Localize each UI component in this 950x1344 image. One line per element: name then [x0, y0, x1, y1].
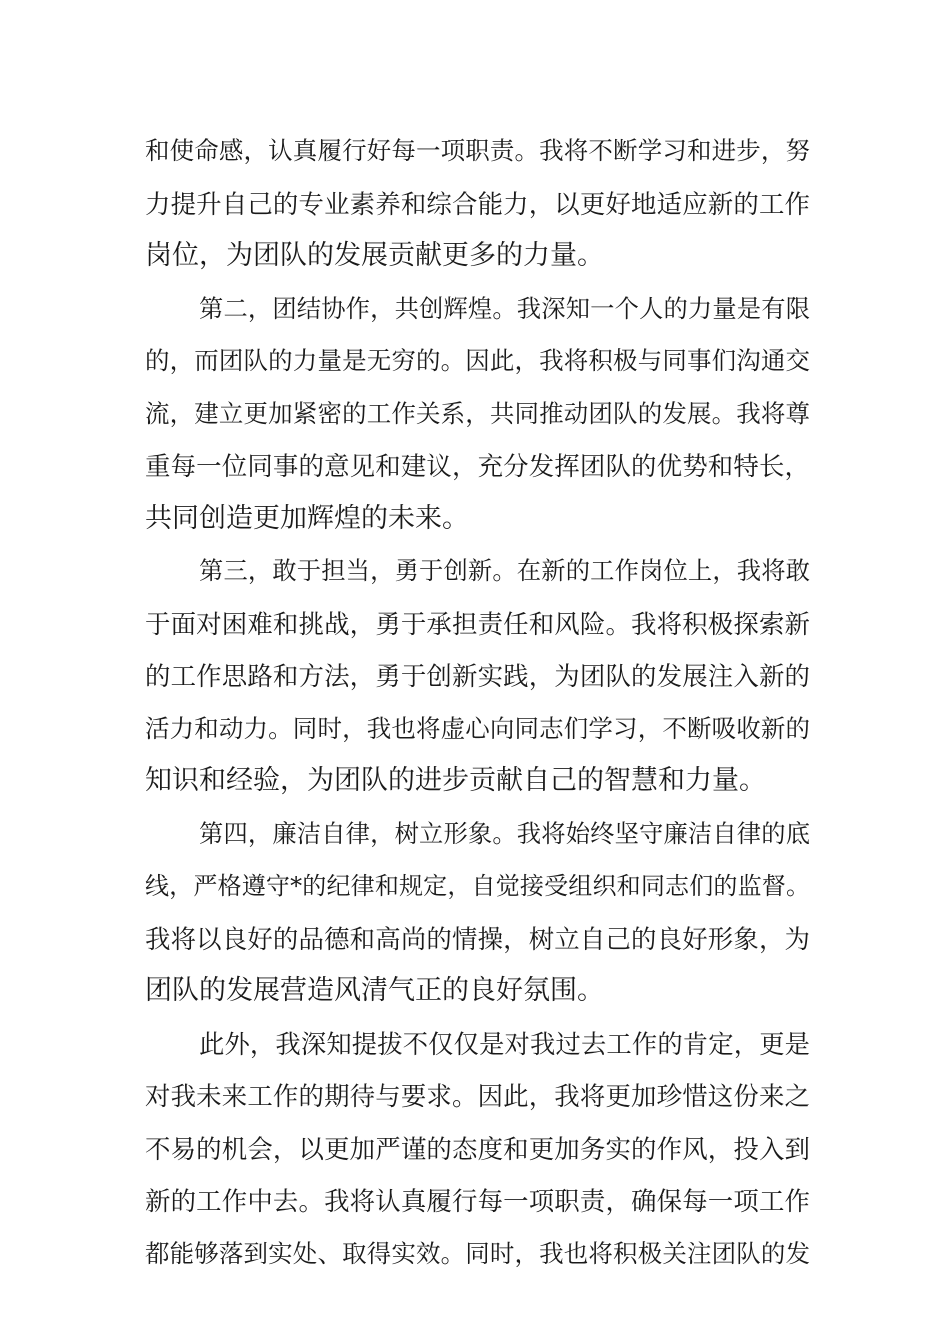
text-line: 于面对困难和挑战，勇于承担责任和风险。我将积极探索新 [145, 608, 810, 639]
text-line: 第四，廉洁自律，树立形象。我将始终坚守廉洁自律的底 [199, 818, 810, 848]
text-line: 和使命感，认真履行好每一项职责。我将不断学习和进步，努 [145, 136, 810, 165]
text-line: 重每一位同事的意见和建议，充分发挥团队的优势和特长， [145, 451, 810, 481]
text-line: 的，而团队的力量是无穷的。因此，我将积极与同事们沟通交 [145, 346, 810, 375]
text-line: 线，严格遵守*的纪律和规定，自觉接受组织和同志们的监督。 [145, 872, 810, 900]
text-line: 团队的发展营造风清气正的良好氛围。 [145, 975, 604, 1006]
text-line: 力提升自己的专业素养和综合能力，以更好地适应新的工作 [145, 188, 810, 219]
text-line: 第二，团结协作，共创辉煌。我深知一个人的力量是有限 [199, 293, 810, 323]
text-line: 活力和动力。同时，我也将虚心向同志们学习，不断吸收新的 [145, 713, 810, 743]
text-line: 新的工作中去。我将认真履行每一项职责，确保每一项工作 [145, 1186, 810, 1216]
text-line: 的工作思路和方法，勇于创新实践，为团队的发展注入新的 [145, 661, 810, 691]
text-line: 知识和经验，为团队的进步贡献自己的智慧和力量。 [145, 765, 766, 796]
text-line: 不易的机会，以更加严谨的态度和更加务实的作风，投入到 [145, 1133, 810, 1164]
text-line: 共同创造更加辉煌的未来。 [145, 502, 469, 534]
text-line: 我将以良好的品德和高尚的情操，树立自己的良好形象，为 [145, 923, 810, 954]
text-line: 岗位，为团队的发展贡献更多的力量。 [145, 240, 604, 271]
text-line: 此外，我深知提拔不仅仅是对我过去工作的肯定，更是 [199, 1028, 810, 1059]
text-line: 第三，敢于担当，勇于创新。在新的工作岗位上，我将敢 [199, 556, 810, 585]
text-line: 对我未来工作的期待与要求。因此，我将更加珍惜这份来之 [145, 1081, 810, 1111]
text-line: 都能够落到实处、取得实效。同时，我也将积极关注团队的发 [145, 1238, 810, 1268]
document-body-text [145, 125, 810, 1280]
text-line: 流，建立更加紧密的工作关系，共同推动团队的发展。我将尊 [145, 398, 810, 428]
